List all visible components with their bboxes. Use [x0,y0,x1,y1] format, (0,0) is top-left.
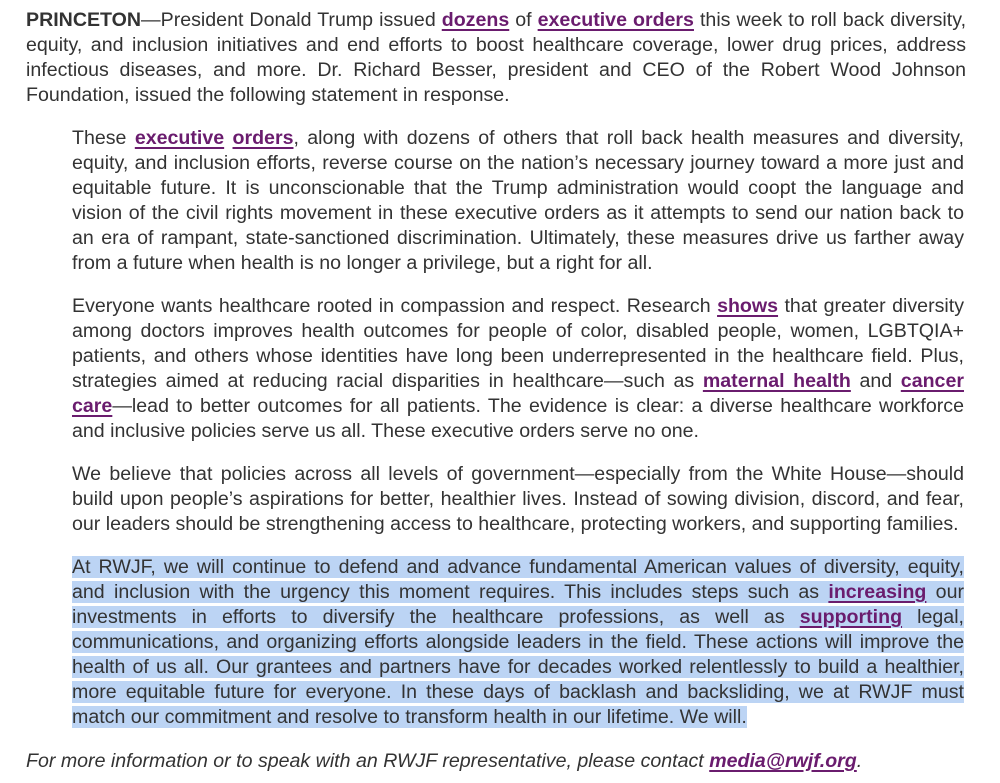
quote1-text-2 [224,127,232,149]
quote4-text-1: At RWJF, we will continue to defend and advance fundamental American values of diversity, equity, and inclusion with the urgency this moment requires. This includes steps such as [72,556,964,603]
quote1-text-3: , along with dozens of others that roll back health measures and diversity, equity, and inclusion efforts, reverse course on the nation’s necessary journey toward a more just and equitable future. It is unconscionable that the Trump administration would coopt the language and vision of the civil rights movement in these executive orders as it attempts to send our nation back to an era of rampant, state-sanctioned discrimination. Ultimately, these measures drive us farther away from a future when health is no longer a privilege, but a right for all. [72,127,965,274]
contact-text: For more information or to speak with an RWJF representative, please contact [26,750,710,772]
orders-link[interactable]: orders [232,127,294,149]
intro-text-1: —President Donald Trump issued [141,9,442,31]
quote-paragraph-2 [72,294,964,444]
dateline: PRINCETON [26,9,142,31]
quote-paragraph-1 [72,126,964,276]
quote2-text-1: Everyone wants healthcare rooted in compassion and respect. Research [72,295,718,317]
dozens-link[interactable]: dozens [441,9,510,31]
quote1-text-1: These [72,127,135,149]
executive-link[interactable]: executive [134,127,225,149]
intro-text-3: this week to roll back diversity, equity, and inclusion initiatives and end efforts to boost healthcare coverage, lower drug prices, address infectious diseases, and more. Dr. Richard Besser, president and CEO of the Robert Wood Johnson Foundation, issued the following statement in response. [26,9,967,106]
contact-line [26,749,966,774]
intro-text-2: of [509,9,538,31]
increasing-link[interactable]: increasing [828,581,927,603]
quote4-text-2: our investments in efforts to diversify the healthcare professions, as well as [72,581,964,628]
quote2-text-4: —lead to better outcomes for all patients. The evidence is clear: a diverse healthcare workforce and inclusive policies serve us all. These executive orders serve no one. [72,395,964,442]
supporting-link[interactable]: supporting [799,606,903,628]
cancer-care-link[interactable]: cancer care [72,370,964,417]
intro-paragraph [26,8,966,108]
executive-orders-link[interactable]: executive orders [537,9,694,31]
quote-paragraph-3: We believe that policies across all levels of government—especially from the White House—should build upon people’s aspirations for better, healthier lives. Instead of sowing division, discord, and fear, our leaders should be strengthening access to healthcare, protecting workers, and supporting families. [72,463,964,535]
quote2-text-3: and [850,370,901,392]
contact-end: . [856,750,863,772]
maternal-health-link[interactable]: maternal health [702,370,851,392]
quote-paragraph-4-selected [72,555,964,730]
quote2-text-2: that greater diversity among doctors improves health outcomes for people of color, disabled people, women, LGBTQIA+ patients, and others whose identities have long been underrepresented in the healthcare field. Plus, strategies aimed at reducing racial disparities in healthcare—such as [72,295,964,392]
quote4-text-3: legal, communications, and organizing efforts alongside leaders in the field. These actions will improve the health of us all. Our grantees and partners have for decades worked relentlessly to build a healthier, more equitable future for everyone. In these days of backlash and backsliding, we at RWJF must match our commitment and resolve to transform health in our lifetime. We will. [72,606,964,728]
shows-link[interactable]: shows [717,295,779,317]
email-link[interactable]: media@rwjf.org [709,750,857,772]
